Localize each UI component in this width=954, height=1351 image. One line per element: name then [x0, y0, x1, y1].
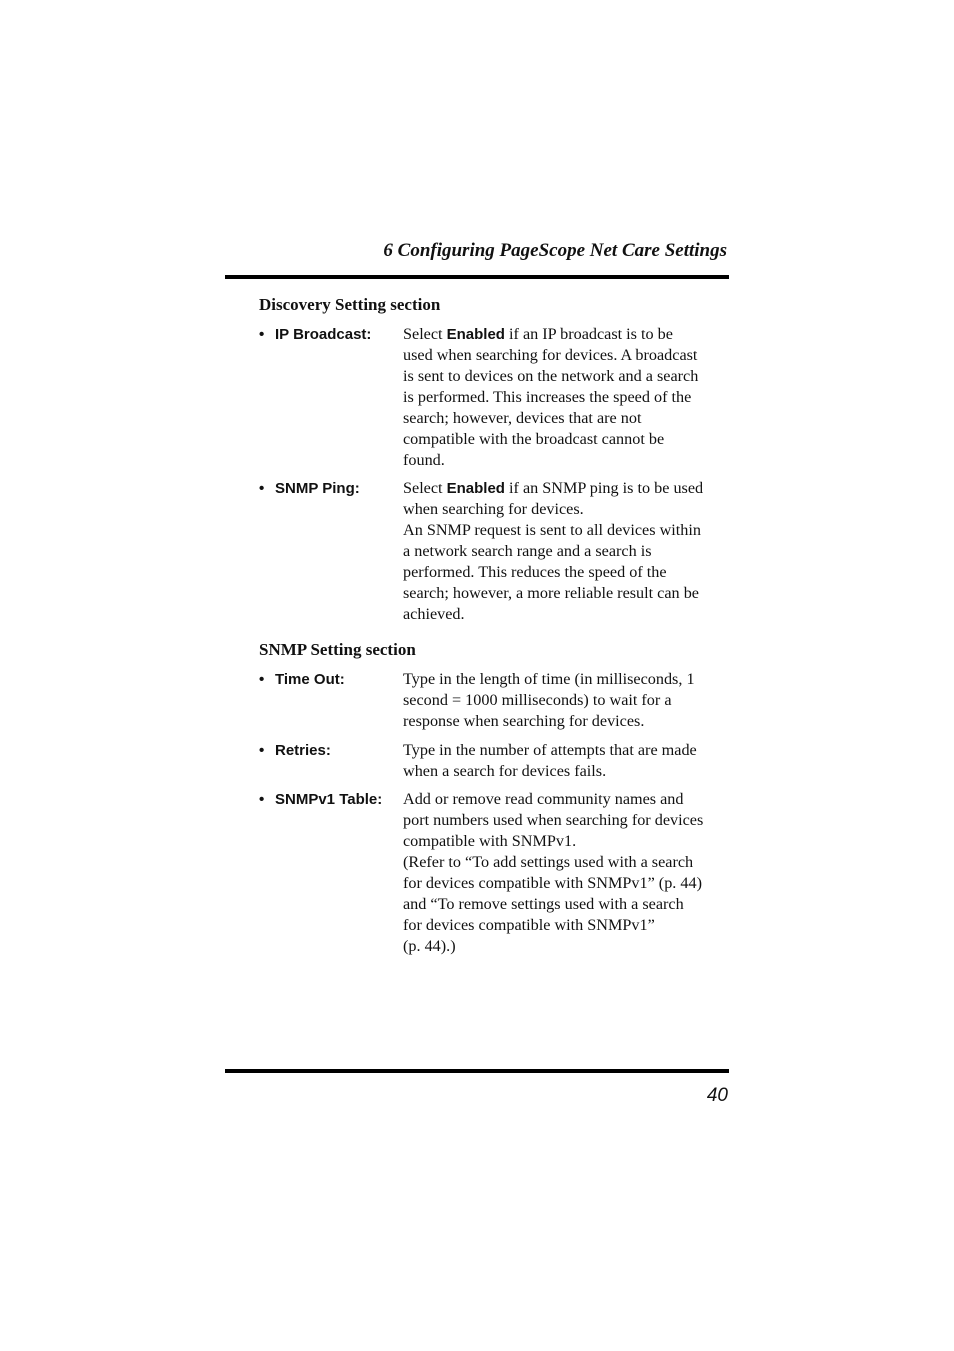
section-heading-snmp: SNMP Setting section	[259, 640, 416, 659]
term-description	[403, 740, 728, 782]
chapter-header-title: 6 Configuring PageScope Net Care Settings	[383, 240, 727, 261]
term-label	[259, 789, 382, 810]
term-text: Retries:	[275, 742, 331, 759]
term-text: SNMPv1 Table:	[275, 791, 383, 808]
term-description	[403, 789, 728, 957]
header-rule	[225, 275, 729, 279]
description-line: for devices compatible with SNMPv1” (p. 44)	[403, 874, 702, 892]
keyword-enabled: Enabled	[446, 480, 505, 497]
term-label	[259, 478, 360, 499]
term-label	[259, 324, 371, 345]
description-line: search; however, a more reliable result can be	[403, 584, 699, 602]
description-line: Type in the length of time (in milliseconds, 1	[403, 670, 695, 688]
description-line: for devices compatible with SNMPv1”	[403, 916, 655, 934]
bullet-icon: •	[259, 791, 265, 808]
term-description	[403, 324, 728, 471]
description-line: (p. 44).)	[403, 937, 456, 955]
term-description	[403, 478, 728, 625]
description-rest: if an SNMP ping is to be used	[504, 479, 704, 497]
description-line: and “To remove settings used with a search	[403, 895, 684, 913]
term-text: IP Broadcast:	[275, 326, 372, 343]
description-line: port numbers used when searching for devices	[403, 811, 704, 829]
description-line	[403, 478, 728, 499]
description-line: a network search range and a search is	[403, 542, 652, 560]
page-number: 40	[706, 1085, 728, 1106]
description-line	[403, 324, 728, 345]
description-line: used when searching for devices. A broadcast	[403, 346, 698, 364]
description-line: response when searching for devices.	[403, 712, 645, 730]
description-prefix: Select	[403, 325, 447, 343]
description-line: when a search for devices fails.	[403, 762, 607, 780]
term-label	[259, 740, 331, 761]
description-line: second = 1000 milliseconds) to wait for a	[403, 691, 672, 709]
section-heading-discovery: Discovery Setting section	[259, 295, 441, 314]
description-line: An SNMP request is sent to all devices within	[403, 521, 701, 539]
footer-rule	[225, 1069, 729, 1073]
description-line: Type in the number of attempts that are made	[403, 741, 697, 759]
bullet-icon: •	[259, 742, 265, 759]
description-line: achieved.	[403, 605, 465, 623]
description-line: when searching for devices.	[403, 500, 584, 518]
description-prefix: Select	[403, 479, 447, 497]
term-label	[259, 669, 345, 690]
description-line: performed. This reduces the speed of the	[403, 563, 667, 581]
term-text: SNMP Ping:	[275, 480, 360, 497]
description-line: Add or remove read community names and	[403, 790, 684, 808]
description-line: (Refer to “To add settings used with a search	[403, 853, 694, 871]
description-line: compatible with SNMPv1.	[403, 832, 577, 850]
description-line: is sent to devices on the network and a search	[403, 367, 699, 385]
description-rest: if an IP broadcast is to be	[504, 325, 673, 343]
bullet-icon: •	[259, 326, 265, 343]
bullet-icon: •	[259, 671, 265, 688]
bullet-icon: •	[259, 480, 265, 497]
description-line: is performed. This increases the speed of the	[403, 388, 692, 406]
term-text: Time Out:	[275, 671, 345, 688]
keyword-enabled: Enabled	[446, 326, 505, 343]
term-description	[403, 669, 728, 732]
description-line: search; however, devices that are not	[403, 409, 642, 427]
description-line: compatible with the broadcast cannot be	[403, 430, 665, 448]
description-line: found.	[403, 451, 445, 469]
